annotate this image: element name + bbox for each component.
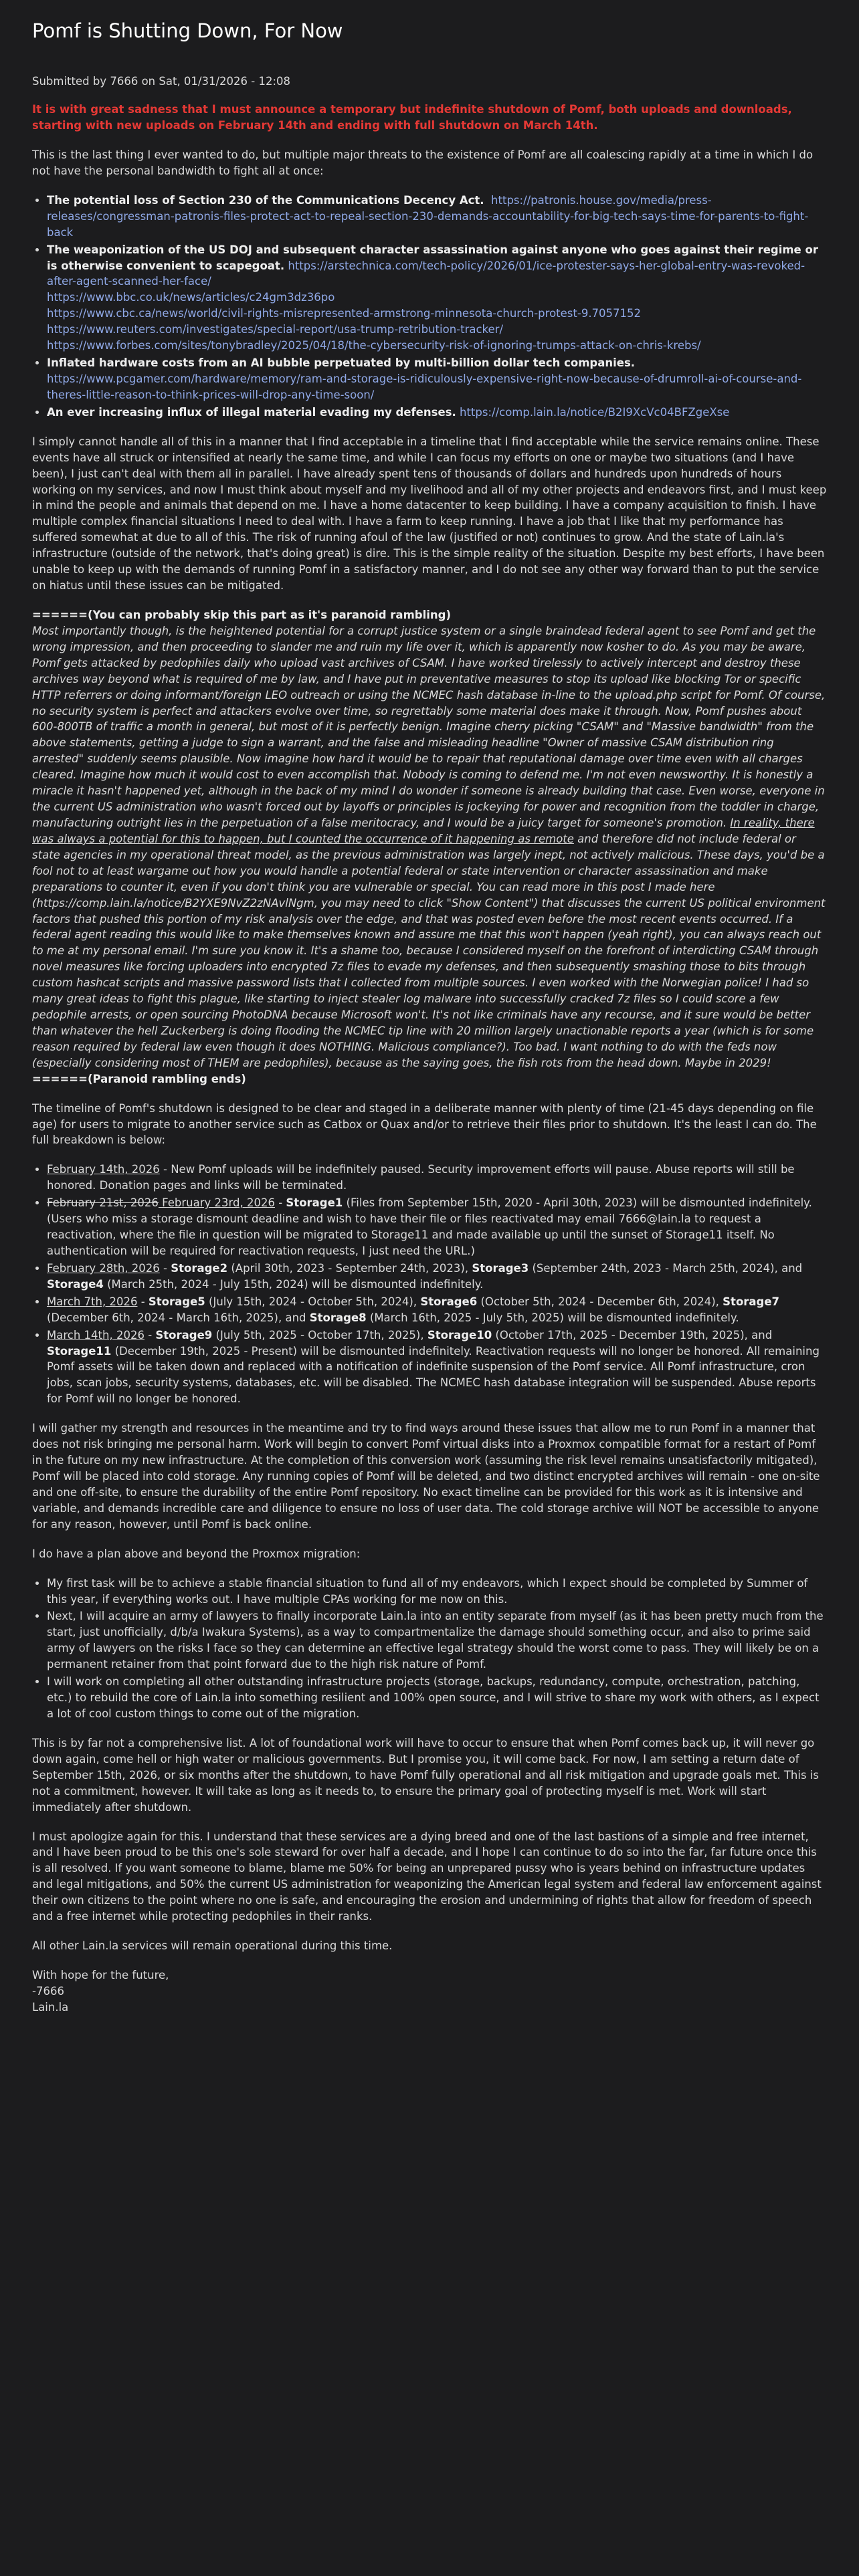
storage-name: Storage3 [472, 1261, 529, 1275]
source-link[interactable]: https://arstechnica.com/tech-policy/2026/01/ice-protester-says-her-global-entry-was-revoked-after-agent-scanned-her-face/ [47, 259, 805, 288]
separator: - [144, 1328, 156, 1341]
rambling-text: and therefore did not include federal or state agencies in my operational threat model, as the previous administration was largely inept, not actively malicious. These days, you'd be a fool not to at least wargame out how you would handle a potential federal or state intervention or character assassination and make preparations to counter it, even if you don't think you are vulnerable or special. You can read more in this post I made here (https://comp.lain.la/notice/B2YXE9NvZ2zNAvlNgm, you may need to click "Show Content") that discusses the current US political environment factors that pushed this portion of my risk analysis over the edge, and that was posted even before the most recent events occurred. If a federal agent reading this would like to make themselves known and assure me that this won't happen (yeah right), you can always reach out to me at my personal email. I'm sure you know it. It's a shame too, because I considered myself on the forefront of interdicting CSAM through novel measures like forcing uploaders into encrypted 7z files to evade my defenses, and then subsequently smashing those to bits through custom hashcat scripts and massive password lists that I collected from multiple sources. I even worked with the Norwegian police! I had so many great ideas to fight this plague, like starting to inject stealer log malware into successfully cracked 7z files so I could score a few pedophile arrests, or open sourcing PhotoDNA because Microsoft won't. It's not like criminals have any recourse, and it sure would be better than whatever the hell Zuckerberg is doing flooding the NCMEC tip line with 20 million largely unactionable reports a year (which is for some reason required by federal law even though it does NOTHING. Malicious compliance?). Too bad. I want nothing to do with the feds now (especially considering most of THEM are pedophiles), because as the saying goes, the fish rots from the head down. Maybe in 2029! [32, 832, 826, 1069]
schedule-item [47, 1261, 827, 1293]
storage-name: Storage2 [171, 1261, 228, 1275]
source-link[interactable]: https://patronis.house.gov/media/press-releases/congressman-patronis-files-protect-act-to-repeal-section-230-demands-accountability-for-big-tech-says-time-for-parents-to-fight-back [47, 193, 809, 239]
schedule-text: (October 17th, 2025 - December 19th, 2025), and [492, 1328, 773, 1341]
storage-name: Storage10 [427, 1328, 492, 1341]
separator: - [137, 1295, 149, 1308]
source-link[interactable]: https://www.forbes.com/sites/tonybradley/2025/04/18/the-cybersecurity-risk-of-ignoring-trumps-attack-on-chris-krebs/ [47, 339, 701, 352]
threats-list [32, 193, 827, 421]
storage-name: Storage6 [420, 1295, 478, 1308]
schedule-text: (March 16th, 2025 - July 5th, 2025) will be dismounted indefinitely. [366, 1311, 739, 1324]
schedule-date: February 28th, 2026 [47, 1261, 160, 1275]
source-link[interactable]: https://www.reuters.com/investigates/special-report/usa-trump-retribution-tracker/ [47, 323, 504, 336]
list-item: • My first task will be to achieve a stable financial situation to fund all of my endeavors, which I expect should be completed by Summer of this year, if everything works out. I have multiple CPAs working for me now on this. [47, 1576, 827, 1608]
threat-heading: An ever increasing influx of illegal material evading my defenses. [47, 405, 456, 419]
rambling-header: ======(You can probably skip this part as it's paranoid rambling) [32, 608, 451, 621]
schedule-date: March 7th, 2026 [47, 1295, 138, 1308]
schedule-date-struck: February 21st, 2026 [47, 1196, 159, 1210]
schedule-text: (July 5th, 2025 - October 17th, 2025), [212, 1328, 427, 1341]
source-link[interactable]: https://www.bbc.co.uk/news/articles/c24gm3dz36po [47, 291, 335, 304]
storage-name: Storage9 [155, 1328, 213, 1341]
body-paragraph: I will gather my strength and resources in the meantime and try to find ways around these issues that allow me to run Pomf in a manner that does not risk bringing me personal harm. Work will begin to convert Pomf virtual disks into a Proxmox compatible format for a restart of Pomf in the future on my new infrastructure. At the completion of this conversion work (assuming the risk level remains unsatisfactorily mitigated), Pomf will be placed into cold storage. Any running copies of Pomf will be deleted, and two distinct encrypted archives will remain - one on-site and one off-site, to ensure the durability of the entire Pomf repository. No exact timeline can be provided for this work as it is intensive and variable, and demands incredible care and diligence to ensure no loss of user data. The cold storage archive will NOT be accessible to anyone for any reason, however, until Pomf is back online. [32, 1422, 820, 1531]
schedule-text: (October 5th, 2024 - December 6th, 2024), [477, 1295, 723, 1308]
schedule-item [47, 1162, 827, 1194]
list-item [47, 405, 827, 421]
submitted-byline: Submitted by 7666 on Sat, 01/31/2026 - 12:08 [32, 75, 291, 88]
signoff-line: With hope for the future, [32, 1968, 169, 1981]
list-item: • Next, I will acquire an army of lawyers to finally incorporate Lain.la into an entity separate from myself (as it has been pretty much from the start, just unofficially, d/b/a Iwakura Systems), as a way to compartmentalize the damage should something occur, and also to prime said army of lawyers on the risks I face so they can determine an effective legal strategy should the worst come to pass. They will likely be on a permanent retainer from that point forward due to the high risk nature of Pomf. [47, 1608, 827, 1673]
schedule-item [47, 1195, 827, 1259]
signoff-line: Lain.la [32, 2000, 69, 2014]
separator: - [159, 1261, 171, 1275]
list-item: • I will work on completing all other outstanding infrastructure projects (storage, backups, redundancy, compute, orchestration, patching, etc.) to rebuild the core of Lain.la into something resilient and 100% open source, and I will strive to share my work with others, as I expect a lot of cool custom things to come out of the migration. [47, 1674, 827, 1722]
body-paragraph: I do have a plan above and beyond the Proxmox migration: [32, 1547, 361, 1560]
source-link[interactable]: https://www.cbc.ca/news/world/civil-rights-misrepresented-armstrong-minnesota-church-protest-9.7057152 [47, 307, 642, 320]
rambling-text: Most importantly though, is the heightened potential for a corrupt justice system or a single braindead federal agent to see Pomf and get the wrong impression, and then proceeding to slander me and ruin my life over it, which is apparently now kosher to do. As you may be aware, Pomf gets attacked by pedophiles daily who upload vast archives of CSAM. I have worked tirelessly to actively intercept and destroy these archives way beyond what is required of me by law, and I have put in preventative measures to stop its upload like blocking Tor or specific HTTP referrers or doing informant/foreign LEO outreach or using the NCMEC hash database in-line to the upload.php script for Pomf. Of course, no security system is perfect and attackers evolve over time, so regrettably some material does make it through. Now, Pomf pushes about 600-800TB of traffic a month in general, but most of it is perfectly benign. Imagine cherry picking "CSAM" and "Massive bandwidth" from the above statements, getting a judge to sign a warrant, and the false and misleading headline "Owner of massive CSAM distribution ring arrested" suddenly seems plausible. Now imagine how hard it would be to repair that reputational damage over time even with all charges cleared. Imagine how much it would cost to even accomplish that. Nobody is coming to defend me. I'm not even newsworthy. It is honestly a miracle it hasn't happened yet, although in the back of my mind I do wonder if someone is already building that case. Even worse, everyone in the current US administration who wasn't forced out by layoffs or principles is jockeying for power and recognition from the toddler in charge, manufacturing outright lies in the perpetuation of a false meritocracy, and I would be a juicy target for someone's promotion. [32, 624, 826, 829]
intro-paragraph: This is the last thing I ever wanted to do, but multiple major threats to the existence of Pomf are all coalescing rapidly at a time in which I do not have the personal bandwidth to fight all at once: [32, 148, 814, 177]
shutdown-notice: It is with great sadness that I must announce a temporary but indefinite shutdown of Pomf, both uploads and downloads, starting with new uploads on February 14th and ending with full shutdown on March 14th. [32, 103, 792, 132]
schedule-text: (December 19th, 2025 - Present) will be dismounted indefinitely. Reactivation requests will no longer be honored. All remaining Pomf assets will be taken down and replaced with a notification of indefinite suspension of the Pomf service. All Pomf infrastructure, cron jobs, scan jobs, security systems, databases, etc. will be disabled. The NCMEC hash database integration will be suspended. Abuse reports for Pomf will no longer be honored. [47, 1344, 820, 1406]
body-paragraph: The timeline of Pomf's shutdown is designed to be clear and staged in a deliberate manner with plenty of time (21-45 days depending on file age) for users to migrate to another service such as Catbox or Quax and/or to retrieve their files prior to shutdown. It's the least I can do. The full breakdown is below: [32, 1101, 817, 1147]
rambling-body [32, 625, 826, 1069]
storage-name: Storage7 [723, 1295, 780, 1308]
schedule-text: - New Pomf uploads will be indefinitely paused. Security improvement efforts will pause. Abuse reports will still be honored. Donation pages and links will be terminated. [47, 1163, 795, 1192]
threat-heading: The weaponization of the US DOJ and subsequent character assassination against anyone who goes against their regime or is otherwise convenient to scapegoat. [47, 243, 818, 272]
storage-name: Storage11 [47, 1344, 112, 1358]
rambling-footer: ======(Paranoid rambling ends) [32, 1072, 246, 1085]
schedule-text: (July 15th, 2024 - October 5th, 2024), [205, 1295, 421, 1308]
body-paragraph: This is by far not a comprehensive list. A lot of foundational work will have to occur to ensure that when Pomf comes back up, it will never go down again, come hell or high water or malicious governments. But I promise you, it will come back. For now, I am setting a return date of September 15th, 2026, or six months after the shutdown, to have Pomf fully operational and all risk mitigation and upgrade goals met. This is not a commitment, however. It will take as long as it needs to, to ensure the primary goal of protecting myself is met. Work will start immediately after shutdown. [32, 1736, 819, 1814]
schedule-text: (December 6th, 2024 - March 16th, 2025), and [47, 1311, 310, 1324]
schedule-item [47, 1327, 827, 1408]
storage-name: Storage1 [286, 1196, 343, 1210]
signoff-line: -7666 [32, 1984, 64, 1998]
schedule-date: February 23rd, 2026 [158, 1196, 275, 1210]
schedule-text: (September 24th, 2023 - March 25th, 2024), and [529, 1261, 803, 1275]
schedule-date: March 14th, 2026 [47, 1328, 145, 1341]
storage-name: Storage4 [47, 1277, 104, 1291]
page-title: Pomf is Shutting Down, For Now [32, 19, 343, 42]
signature [32, 1967, 827, 2016]
body-paragraph: I simply cannot handle all of this in a manner that I find acceptable in a timeline that I find acceptable while the service remains online. These events have all struck or intensified at nearly the same time, and while I can focus my efforts on one or maybe two situations (and I have been), I just can't deal with them all in parallel. I have already spent tens of thousands of dollars and hundreds upon hundreds of hours working on my services, and now I must think about myself and my livelihood and all of my other projects and endeavors first, and I must keep in mind the people and animals that depend on me. I have a home datacenter to keep building. I have a company acquisition to finish. I have multiple complex financial situations I need to deal with. I have a farm to keep running. I have a job that I like that my performance has suffered somewhat at due to all of this. The risk of running afoul of the law (justified or not) continues to grow. And the state of Lain.la's infrastructure (outside of the network, that's doing great) is dire. This is the simple reality of the situation. Despite my best efforts, I have been unable to keep up with the demands of running Pomf in a satisfactory manner, and I do not see any other way forward than to put the service on hiatus until these issues can be mitigated. [32, 435, 827, 593]
source-link[interactable]: https://comp.lain.la/notice/B2I9XcVc04BFZgeXse [459, 405, 730, 419]
body-paragraph: All other Lain.la services will remain operational during this time. [32, 1939, 393, 1953]
schedule-text: (April 30th, 2023 - September 24th, 2023), [227, 1261, 472, 1275]
schedule-text: (Files from September 15th, 2020 - April 30th, 2023) will be dismounted indefinitely. (Users who miss a storage dismount deadline and wish to have their file or files reactivated may email 7666@lain.la to request a reactivation, where the file in question will be migrated to Storage11 and made available up until the sunset of Storage11 itself. No authentication will be required for reactivation requests, I just need the URL.) [47, 1196, 812, 1258]
source-link[interactable]: https://www.pcgamer.com/hardware/memory/ram-and-storage-is-ridiculously-expensive-right-now-because-of-drumroll-ai-of-course-and-theres-little-reason-to-think-prices-will-drop-any-time-soon/ [47, 372, 802, 401]
storage-name: Storage5 [148, 1295, 205, 1308]
body-paragraph: I must apologize again for this. I understand that these services are a dying breed and one of the last bastions of a simple and free internet, and I have been proud to be this one's sole steward for over half a decade, and I hope I can continue to do so into the far, far future once this is all resolved. If you want someone to blame, blame me 50% for being an unprepared pussy who is years behind on infrastructure updates and legal mitigations, and 50% the current US administration for weaponizing the American legal system and federal law enforcement against their own citizens to the point where no one is safe, and encouraging the erosion and undermining of rights that allow for freedom of speech and a free internet while protecting pedophiles in their ranks. [32, 1830, 822, 1923]
separator: - [274, 1196, 286, 1210]
storage-name: Storage8 [309, 1311, 367, 1324]
plan-list [32, 1576, 827, 1722]
shutdown-schedule [32, 1162, 827, 1407]
rambling-underlined-text: In reality, there was always a potential for this to happen, but I counted the occurrence of it happening as remote [32, 816, 815, 845]
schedule-text: (March 25th, 2024 - July 15th, 2024) will be dismounted indefinitely. [103, 1277, 484, 1291]
list-item [47, 193, 827, 241]
schedule-item [47, 1294, 827, 1326]
threat-heading: The potential loss of Section 230 of the Communications Decency Act. [47, 193, 484, 207]
list-item [47, 355, 827, 403]
schedule-date: February 14th, 2026 [47, 1163, 160, 1176]
rambling-section [32, 607, 827, 1087]
threat-heading: Inflated hardware costs from an AI bubble perpetuated by multi-billion dollar tech companies. [47, 356, 636, 370]
list-item [47, 242, 827, 354]
